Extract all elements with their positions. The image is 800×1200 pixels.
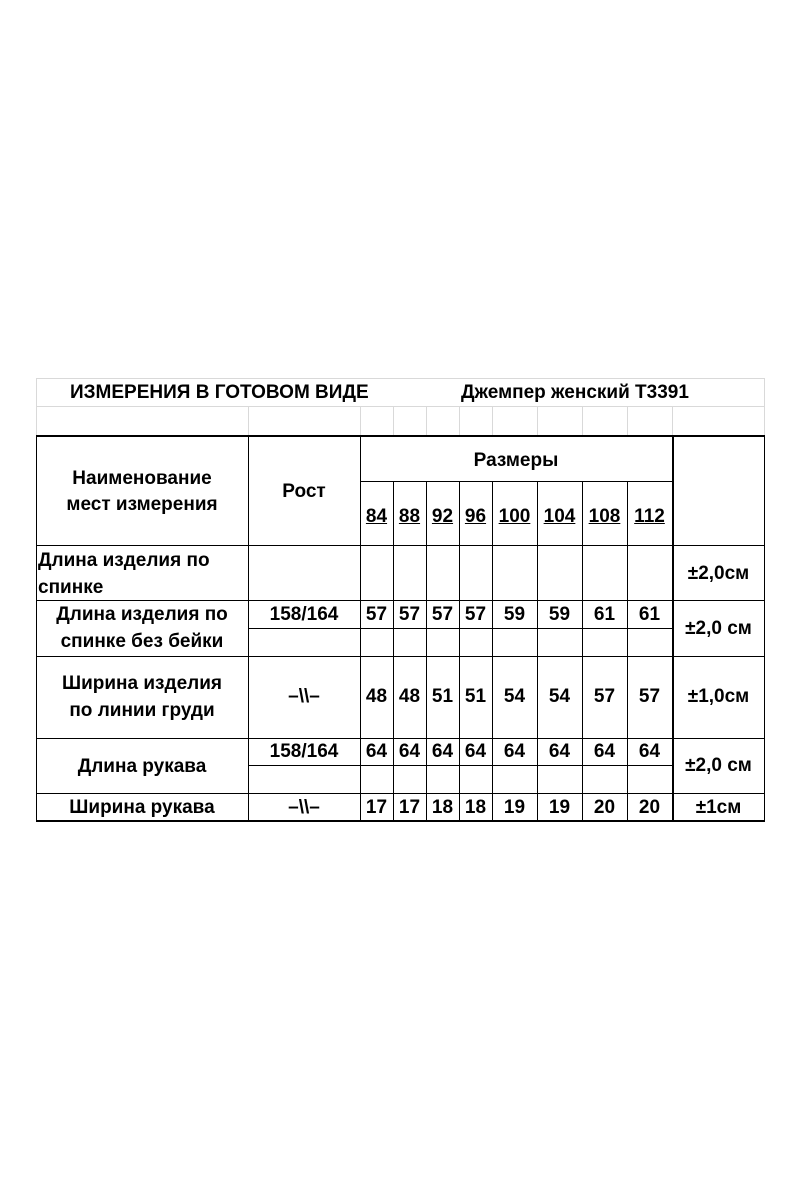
col-height-header: Рост <box>282 481 326 502</box>
grid-line <box>627 406 628 436</box>
row-name-line1: Ширина рукава <box>69 797 215 818</box>
row-value: 64 <box>548 741 571 762</box>
grid-line <box>459 406 460 436</box>
table-border <box>537 481 538 822</box>
row-value: 57 <box>464 604 487 625</box>
row-name-line1: Длина изделия по <box>56 604 228 625</box>
row-value: 64 <box>365 741 388 762</box>
table-border <box>627 481 628 822</box>
table-border <box>36 600 765 601</box>
table-border <box>492 481 493 822</box>
table-border <box>360 481 672 482</box>
size-header: 108 <box>588 506 621 527</box>
row-value: 61 <box>593 604 616 625</box>
size-header: 88 <box>398 506 421 527</box>
size-header: 92 <box>431 506 454 527</box>
row-value: 59 <box>503 604 526 625</box>
row-value: 51 <box>431 686 454 707</box>
table-border <box>36 793 765 794</box>
row-value: 57 <box>398 604 421 625</box>
row-name-line2: спинке <box>38 577 104 598</box>
row-value: 18 <box>431 797 454 818</box>
row-value: 17 <box>365 797 388 818</box>
table-border <box>582 481 583 822</box>
row-value: 61 <box>638 604 661 625</box>
table-border <box>36 738 765 739</box>
row-value: 20 <box>593 797 616 818</box>
table-border <box>248 765 672 766</box>
grid-line <box>36 378 37 436</box>
table-border <box>36 820 765 822</box>
sheet-title: ИЗМЕРЕНИЯ В ГОТОВОМ ВИДЕ <box>70 382 369 403</box>
grid-line <box>393 406 394 436</box>
sizes-header: Размеры <box>473 450 559 471</box>
size-header: 96 <box>464 506 487 527</box>
row-tolerance: ±2,0 см <box>685 618 752 639</box>
row-name-line1: Длина рукава <box>77 756 207 777</box>
size-header: 112 <box>634 506 665 527</box>
row-value: 64 <box>593 741 616 762</box>
col-name-header-line2: мест измерения <box>66 494 218 515</box>
row-value: 18 <box>464 797 487 818</box>
size-header: 84 <box>365 506 388 527</box>
row-value: 64 <box>431 741 454 762</box>
row-name-line1: Ширина изделия <box>62 673 222 694</box>
row-value: 57 <box>365 604 388 625</box>
row-value: 48 <box>365 686 388 707</box>
table-border <box>393 481 394 822</box>
grid-line <box>492 406 493 436</box>
table-border <box>248 628 672 629</box>
table-border <box>36 435 765 437</box>
row-value: 51 <box>464 686 487 707</box>
grid-line <box>764 378 765 436</box>
grid-line <box>426 406 427 436</box>
grid-line <box>672 406 673 436</box>
row-height: 158/164 <box>269 741 339 762</box>
row-value: 17 <box>398 797 421 818</box>
row-tolerance: ±1см <box>695 797 742 818</box>
row-value: 57 <box>431 604 454 625</box>
row-value: 19 <box>548 797 571 818</box>
table-border <box>764 435 765 822</box>
col-name-header-line1: Наименование <box>72 468 212 489</box>
grid-line <box>582 406 583 436</box>
grid-line <box>248 406 249 436</box>
grid-line <box>36 406 765 407</box>
table-border <box>36 545 765 546</box>
size-header: 104 <box>543 506 576 527</box>
row-value: 64 <box>638 741 661 762</box>
row-value: 57 <box>638 686 661 707</box>
table-border <box>459 481 460 822</box>
row-value: 19 <box>503 797 526 818</box>
row-value: 64 <box>398 741 421 762</box>
row-name-line2: по линии груди <box>69 700 215 721</box>
row-value: 64 <box>464 741 487 762</box>
grid-line <box>537 406 538 436</box>
row-tolerance: ±2,0 см <box>685 755 752 776</box>
table-border <box>426 481 427 822</box>
row-value: 54 <box>503 686 526 707</box>
row-height: –\\– <box>288 686 320 707</box>
row-value: 64 <box>503 741 526 762</box>
row-height: –\\– <box>288 797 320 818</box>
row-tolerance: ±1,0см <box>687 686 750 707</box>
row-name-line1: Длина изделия по <box>38 550 210 571</box>
row-name-line2: спинке без бейки <box>60 631 224 652</box>
table-border <box>36 656 765 657</box>
row-value: 48 <box>398 686 421 707</box>
product-name: Джемпер женский Т3391 <box>461 382 689 403</box>
row-value: 20 <box>638 797 661 818</box>
size-header: 100 <box>498 506 531 527</box>
row-height: 158/164 <box>269 604 339 625</box>
grid-line <box>360 406 361 436</box>
grid-line <box>36 378 765 379</box>
row-tolerance: ±2,0см <box>687 563 750 584</box>
row-value: 57 <box>593 686 616 707</box>
row-value: 59 <box>548 604 571 625</box>
row-value: 54 <box>548 686 571 707</box>
